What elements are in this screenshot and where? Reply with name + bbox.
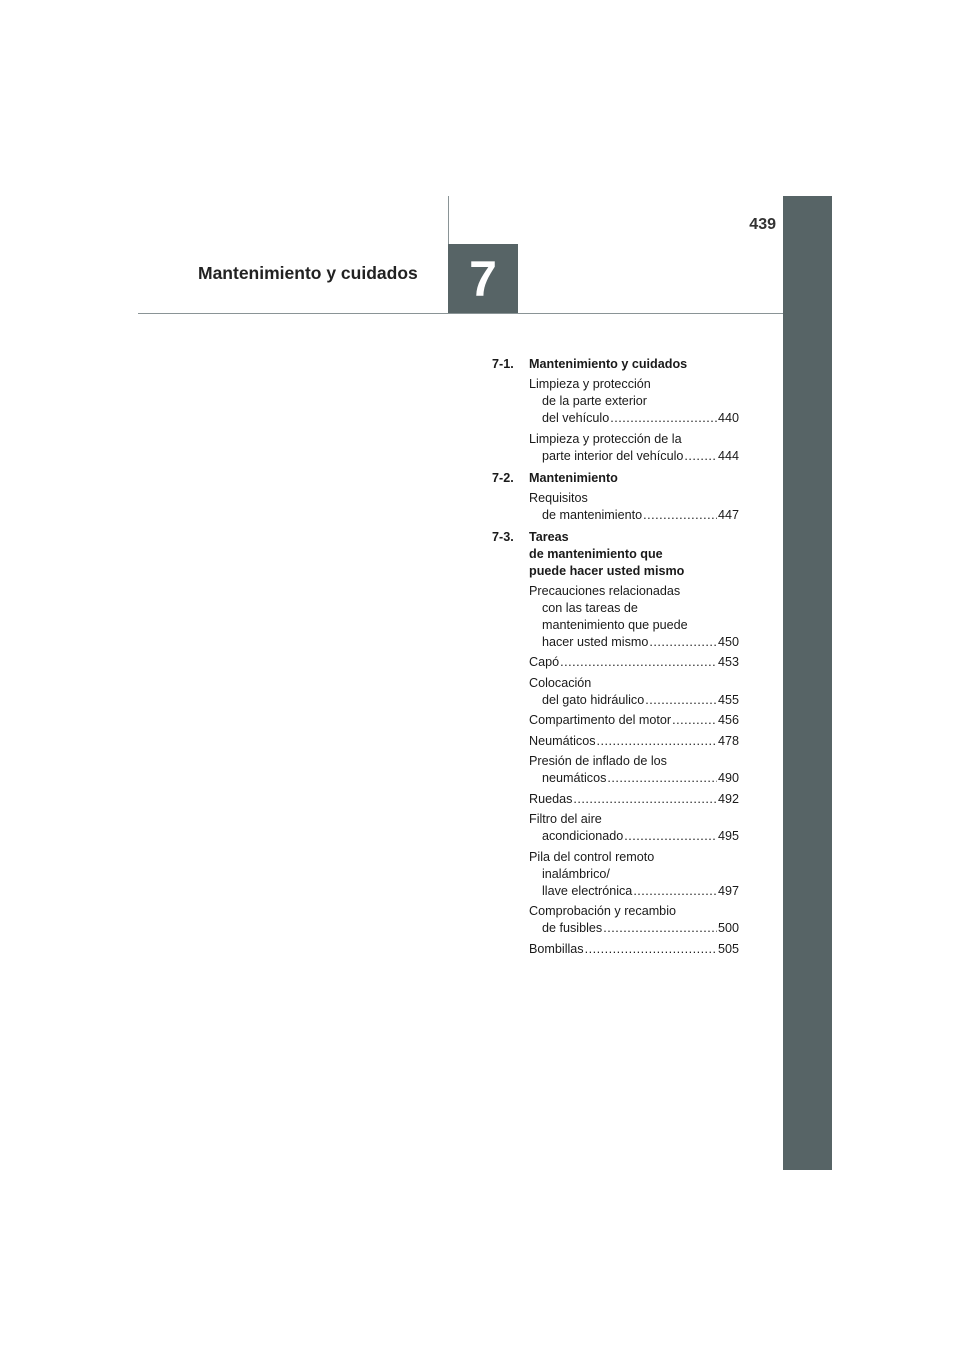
- dot-leader: [585, 941, 717, 958]
- toc-entry-line: Filtro del aire: [529, 812, 602, 826]
- chapter-number: 7: [469, 251, 497, 307]
- toc-section-title: [529, 529, 684, 580]
- toc-entry-text: Capó: [529, 655, 560, 669]
- toc-entry-line: Limpieza y protección: [529, 377, 651, 391]
- toc-entry-text: del gato hidráulico: [542, 692, 645, 707]
- toc-entry-text: Ruedas: [529, 791, 573, 806]
- toc-entry-page: 453: [717, 655, 739, 669]
- toc-entry-last-line: [529, 770, 739, 787]
- toc-entry[interactable]: [529, 583, 739, 651]
- toc-entry-page: 456: [717, 713, 739, 727]
- dot-leader: [649, 634, 717, 651]
- toc-entry-text: neumáticos: [542, 771, 607, 785]
- toc-entry-last-line: [529, 692, 739, 709]
- chapter-title: Mantenimiento y cuidados: [198, 263, 418, 283]
- dot-leader: [672, 712, 717, 729]
- toc-section-number: 7-2.: [492, 470, 514, 485]
- toc-entry-text: de mantenimiento: [542, 507, 643, 522]
- chapter-number-box: [448, 244, 518, 314]
- toc-entry-line: Colocación: [529, 675, 592, 690]
- toc-entry-text: acondicionado: [542, 829, 624, 843]
- toc-entry-page: 440: [717, 411, 739, 425]
- toc-entry[interactable]: [529, 811, 739, 845]
- toc-section-title-line: Tareas: [529, 529, 569, 544]
- toc-entry-page: 478: [717, 733, 739, 748]
- toc-entry-page: 497: [717, 883, 739, 898]
- toc-section: [492, 470, 739, 524]
- toc-entry[interactable]: [529, 733, 739, 750]
- dot-leader: [633, 883, 717, 900]
- toc-entry-line: con las tareas de: [542, 600, 638, 615]
- dot-leader: [684, 448, 717, 465]
- dot-leader: [560, 654, 717, 671]
- dot-leader: [610, 410, 717, 427]
- toc-entry-page: 495: [717, 829, 739, 843]
- toc-section-number: 7-3.: [492, 529, 514, 544]
- header-vertical-rule: [448, 196, 449, 244]
- toc-section: [492, 529, 739, 958]
- toc-section-title-line: puede hacer usted mismo: [529, 563, 685, 578]
- dot-leader: [607, 770, 717, 787]
- toc-entry-text: parte interior del vehículo: [542, 448, 684, 463]
- toc-entry-last-line: [529, 883, 739, 900]
- toc-entry-last-line: [529, 828, 739, 845]
- toc-entry[interactable]: [529, 753, 739, 787]
- toc-entry-line: Requisitos: [529, 490, 588, 505]
- toc-entry[interactable]: [529, 941, 739, 958]
- toc-section-title-line: Mantenimiento y cuidados: [529, 357, 688, 371]
- toc-entry[interactable]: [529, 431, 739, 465]
- toc-entry-last-line: [529, 941, 739, 958]
- toc-entry-last-line: [529, 634, 739, 651]
- toc-section-title: [529, 470, 618, 487]
- dot-leader: [624, 828, 717, 845]
- header-horizontal-rule: [138, 313, 783, 314]
- toc-entry-text: Neumáticos: [529, 733, 596, 748]
- toc-section-title-line: de mantenimiento que: [529, 546, 663, 561]
- dot-leader: [597, 733, 717, 750]
- toc-section-title-line: Mantenimiento: [529, 470, 618, 485]
- toc-entry-page: 447: [717, 507, 739, 522]
- toc-entry[interactable]: [529, 376, 739, 427]
- toc-entry[interactable]: [529, 654, 739, 671]
- toc-entry-page: 450: [717, 634, 739, 649]
- toc-entry-last-line: [529, 654, 739, 671]
- toc-section-heading[interactable]: [492, 470, 739, 487]
- toc-entry-last-line: [529, 712, 739, 729]
- dot-leader: [603, 920, 717, 937]
- toc-entry[interactable]: [529, 712, 739, 729]
- toc-entry-page: 455: [717, 692, 739, 707]
- toc-entry[interactable]: [529, 675, 739, 709]
- toc-entry-line: Comprobación y recambio: [529, 904, 676, 918]
- toc-entry-text: llave electrónica: [542, 883, 633, 898]
- toc-entry[interactable]: [529, 903, 739, 937]
- toc-entry-last-line: [529, 733, 739, 750]
- toc-entry-line: de la parte exterior: [542, 394, 648, 408]
- toc-entry-line: Precauciones relacionadas: [529, 583, 681, 598]
- toc-section: [492, 356, 739, 465]
- toc-entry-line: Limpieza y protección de la: [529, 431, 682, 446]
- dot-leader: [573, 791, 717, 808]
- toc-entry-last-line: [529, 410, 739, 427]
- toc-entry-page: 444: [717, 448, 739, 463]
- page-number: 439: [749, 216, 776, 233]
- toc-section-heading[interactable]: [492, 356, 739, 373]
- toc-entry[interactable]: [529, 490, 739, 524]
- dot-leader: [643, 507, 717, 524]
- toc-entry-text: de fusibles: [542, 921, 603, 935]
- toc-entry-last-line: [529, 791, 739, 808]
- toc-entry-text: del vehículo: [542, 411, 610, 425]
- toc-entry-page: 500: [717, 921, 739, 935]
- table-of-contents: [492, 356, 739, 963]
- toc-entry-line: mantenimiento que puede: [542, 617, 688, 632]
- toc-entry-page: 490: [717, 771, 739, 785]
- toc-entry-text: Bombillas: [529, 941, 584, 956]
- toc-entry-line: inalámbrico/: [542, 866, 610, 881]
- toc-entry-text: hacer usted mismo: [542, 634, 649, 649]
- toc-entry-page: 505: [717, 941, 739, 956]
- dot-leader: [645, 692, 717, 709]
- toc-entry-line: Presión de inflado de los: [529, 754, 667, 768]
- chapter-side-tab: [783, 196, 832, 1170]
- toc-entry-line: Pila del control remoto: [529, 849, 655, 864]
- toc-section-title: [529, 356, 687, 373]
- toc-section-number: 7-1.: [492, 357, 514, 371]
- toc-entry-last-line: [529, 920, 739, 937]
- toc-entry-last-line: [529, 448, 739, 465]
- toc-entry[interactable]: [529, 791, 739, 808]
- toc-entry-text: Compartimento del motor: [529, 713, 672, 727]
- toc-entry-last-line: [529, 507, 739, 524]
- toc-entry-page: 492: [717, 791, 739, 806]
- toc-section-heading[interactable]: [492, 529, 739, 580]
- toc-entry[interactable]: [529, 849, 739, 900]
